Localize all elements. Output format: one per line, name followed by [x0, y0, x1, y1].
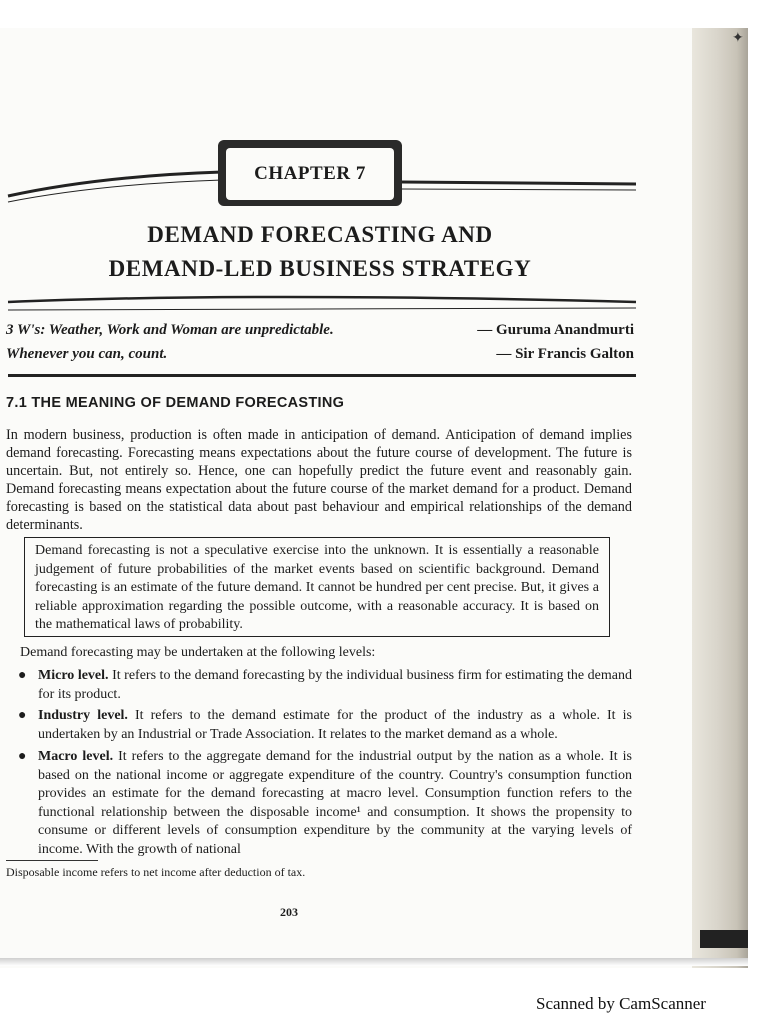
section-paragraph: In modern business, production is often made in anticipation of demand. Anticipation of demand implies demand forecasting. Forecasting means expectations about the future course of development. The future is uncertain. But, not entirely so. Hence, one can hopefully predict the future event and reasonably gain. Demand forecasting means expectation about the future course of the market demand for a product. Demand forecasting is based on the statistical data about past behaviour and empirical relationships of the demand determinants.: [6, 427, 632, 533]
right-rule-thin: [402, 189, 636, 190]
list-item-term: Macro level.: [38, 749, 114, 764]
chapter-title-line2: DEMAND-LED BUSINESS STRATEGY: [108, 256, 532, 281]
list-item-term: Industry level.: [38, 708, 128, 723]
quote-2-author: — Sir Francis Galton: [496, 346, 634, 362]
scanner-watermark: Scanned by CamScanner: [536, 994, 706, 1013]
section-heading: 7.1 THE MEANING OF DEMAND FORECASTING: [6, 395, 345, 411]
page-edge-shadow: [700, 930, 748, 948]
quote-top-rule: [8, 297, 636, 302]
bullet-icon: ●: [18, 668, 27, 683]
right-rule-thick: [402, 182, 636, 184]
list-item-industry-level: [18, 707, 632, 744]
page-number: 203: [280, 905, 298, 919]
definition-box: [24, 537, 610, 637]
list-item-text: It refers to the demand estimate for the product of the industry as a whole. It is undertaken by an Industrial or Trade Association. It relates to the market demand as a whole.: [38, 708, 632, 742]
footnote-divider: [6, 860, 98, 861]
list-item-text: It refers to the aggregate demand for the industrial output by the nation as a whole. It is based on the national income or aggregate expenditure of the country. Country's consumption function provides an estimate for the demand forecasting at macro level. Consumption function refers to the functional relationship between the disposable income¹ and consumption. It shows the propensity to consume or different levels of consumption expenditure by the community at the varying levels of income. With the growth of national: [38, 749, 632, 857]
list-item-micro-level: [18, 667, 632, 704]
levels-intro: Demand forecasting may be undertaken at the following levels:: [20, 645, 376, 660]
quote-1-author: — Guruma Anandmurti: [477, 322, 634, 338]
list-item-body: [38, 748, 632, 860]
chapter-label: CHAPTER 7: [226, 148, 394, 200]
bullet-icon: ●: [18, 749, 27, 764]
page-bottom-shadow: [0, 958, 748, 966]
footnote: Disposable income refers to net income after deduction of tax.: [6, 865, 306, 879]
list-item-body: [38, 667, 632, 704]
quote-2-text: Whenever you can, count.: [6, 346, 168, 362]
bullet-icon: ●: [18, 708, 27, 723]
list-item-body: [38, 707, 632, 744]
quote-2: [6, 346, 634, 363]
chapter-title-line1: DEMAND FORECASTING AND: [147, 222, 493, 247]
list-item-term: Micro level.: [38, 668, 109, 683]
left-swoosh-line: [8, 172, 222, 196]
quote-1-text: 3 W's: Weather, Work and Woman are unpredictable.: [6, 322, 334, 338]
definition-box-text: Demand forecasting is not a speculative exercise into the unknown. It is essentially a reasonable judgement of future probabilities of the market events based on scientific background. Demand forecasting is an estimate of the future demand. It cannot be hundred per cent precise. But, it gives a reliable approximation regarding the possible outcome, with a reasonable accuracy. It is based on the mathematical laws of probability.: [35, 543, 599, 633]
binder-mark: ✦: [732, 31, 744, 46]
quote-top-rule-thin: [8, 308, 636, 310]
quote-1: [6, 322, 634, 339]
list-item-text: It refers to the demand forecasting by the individual business firm for estimating the demand for its product.: [38, 668, 632, 702]
list-item-macro-level: [18, 748, 632, 860]
page-edge: [692, 28, 748, 968]
quote-bottom-rule: [8, 374, 636, 377]
